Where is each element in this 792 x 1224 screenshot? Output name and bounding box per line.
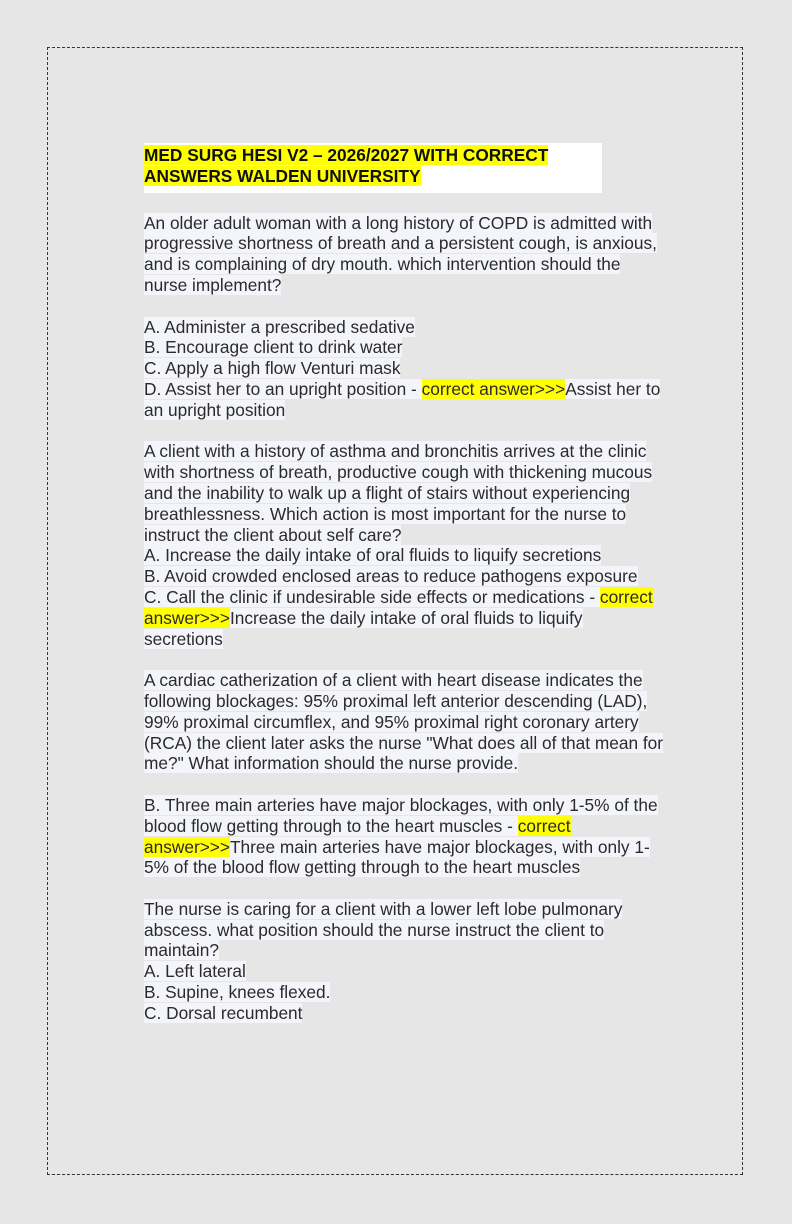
title-line-2: ANSWERS WALDEN UNIVERSITY (144, 165, 421, 186)
q4-option-b: B. Supine, knees flexed. (144, 982, 331, 1003)
q1-option-d: D. Assist her to an upright position - (144, 378, 422, 399)
title-line-1: MED SURG HESI V2 – 2026/2027 WITH CORRECT (144, 145, 549, 165)
question-3-stem: A cardiac catherization of a client with heart disease indicates the following blockages: 95% proximal left anterior descending (LAD), 99% proximal circumflex, and 95% proximal right coronary artery (RCA) the client later asks the nurse "What does all of that mean for me?" What information should the nurse provide. (144, 670, 664, 774)
q2-answer: Increase the daily intake of oral fluids to liquify secretions (144, 607, 583, 649)
q4-option-c: C. Dorsal recumbent (144, 1002, 303, 1023)
question-1-stem: An older adult woman with a long history of COPD is admitted with progressive shortness of breath and a persistent cough, is anxious, and is complaining of dry mouth. which intervention should the nurse implement? (144, 212, 657, 295)
question-4 (144, 899, 664, 1024)
q3-option-b: B. Three main arteries have major blockages, with only 1-5% of the blood flow getting through to the heart muscles - (144, 794, 658, 836)
q1-option-a: A. Administer a prescribed sedative (144, 316, 415, 337)
q2-option-c: C. Call the clinic if undesirable side effects or medications - (144, 586, 600, 607)
q2-stem: A client with a history of asthma and bronchitis arrives at the clinic with shortness of breath, productive cough with thickening mucous and the inability to walk up a flight of stairs without experiencing breathlessness. Which action is most important for the nurse to instruct the client about self care? (144, 441, 653, 545)
q2-option-a: A. Increase the daily intake of oral fluids to liquify secretions (144, 545, 602, 566)
q1-answer-marker: correct answer>>> (421, 378, 566, 399)
q2-answer-marker: correct answer>>> (144, 586, 653, 628)
question-1-options (144, 317, 664, 421)
q2-option-b: B. Avoid crowded enclosed areas to reduce pathogens exposure (144, 566, 638, 587)
q3-answer: Three main arteries have major blockages, with only 1-5% of the blood flow getting through to the heart muscles (144, 836, 650, 878)
document-content (144, 143, 664, 1044)
q4-stem: The nurse is caring for a client with a lower left lobe pulmonary abscess. what position should the nurse instruct the client to maintain? (144, 898, 623, 961)
q1-option-c: C. Apply a high flow Venturi mask (144, 358, 401, 379)
question-3-answer (144, 795, 664, 878)
document-title (144, 145, 602, 187)
q1-answer: Assist her to an upright position (144, 378, 661, 420)
q4-option-a: A. Left lateral (144, 961, 246, 982)
title-block (144, 143, 602, 193)
question-2 (144, 441, 664, 649)
q3-answer-marker: correct answer>>> (144, 815, 571, 857)
q1-option-b: B. Encourage client to drink water (144, 337, 403, 358)
